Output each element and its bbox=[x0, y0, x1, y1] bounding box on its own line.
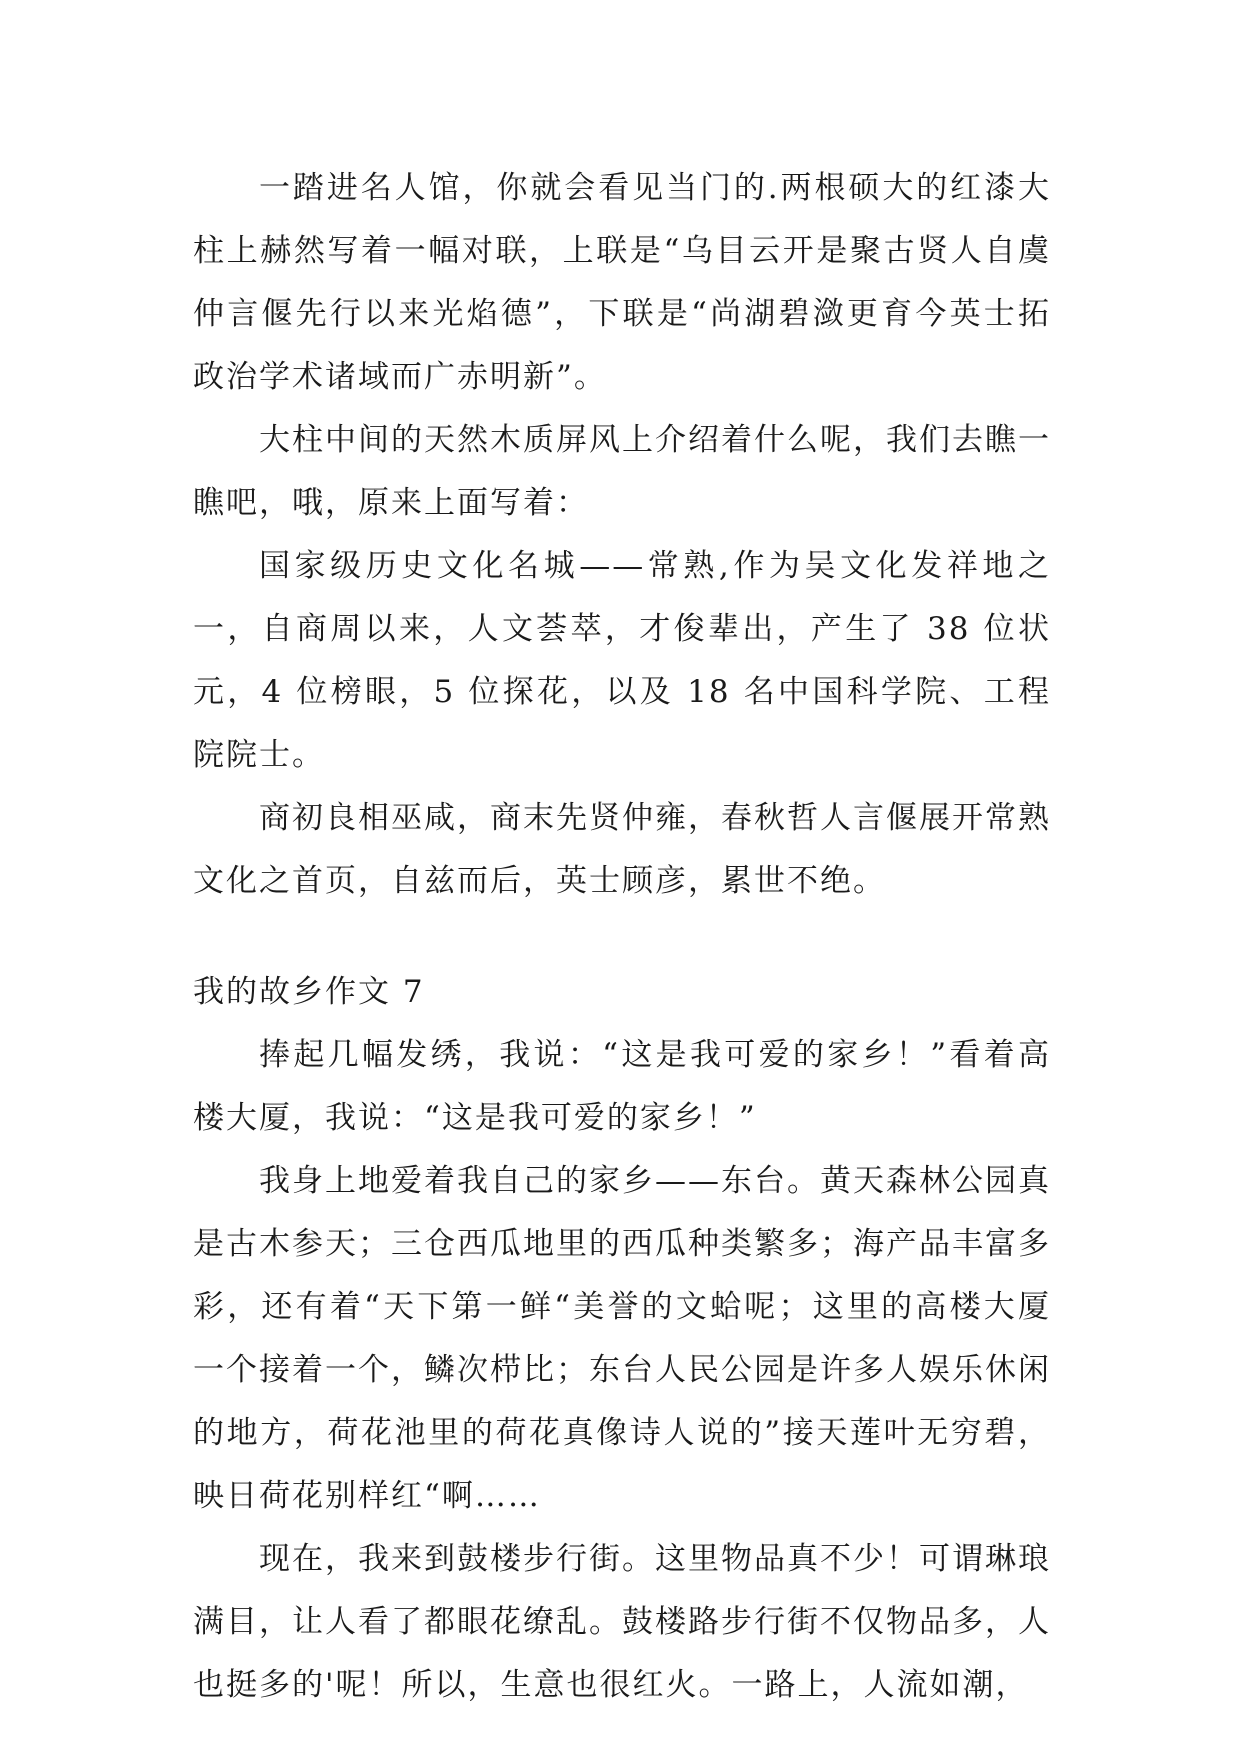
paragraph-gulou-street: 现在，我来到鼓楼步行街。这里物品真不少！可谓琳琅满目，让人看了都眼花缭乱。鼓楼路步行街不仅物品多，人也挺多的'呢！所以，生意也很红火。一路上，人流如潮， bbox=[193, 1541, 1051, 1703]
document-body bbox=[193, 157, 1051, 1717]
essay-title: 我的故乡作文 7 bbox=[193, 974, 425, 1010]
paragraph-hometown-dongtai: 我身上地爱着我自己的家乡——东台。黄天森林公园真是古木参天；三仓西瓜地里的西瓜种类繁多；海产品丰富多彩，还有着“天下第一鲜“美誉的文蛤呢；这里的高楼大厦一个接着一个，鳞次栉比；东台人民公园是许多人娱乐休闲的地方，荷花池里的荷花真像诗人说的”接天莲叶无穷碧，映日荷花别样红“啊…… bbox=[193, 1163, 1051, 1514]
paragraph-notable-people: 商初良相巫咸，商末先贤仲雍，春秋哲人言偃展开常熟文化之首页，自兹而后，英士顾彦，累世不绝。 bbox=[193, 800, 1051, 899]
paragraph-screen-intro: 大柱中间的天然木质屏风上介绍着什么呢，我们去瞧一瞧吧，哦，原来上面写着： bbox=[193, 422, 1051, 521]
paragraph-couplet-intro: 一踏进名人馆，你就会看见当门的.两根硕大的红漆大柱上赫然写着一幅对联，上联是“乌目云开是聚古贤人自虞仲言偃先行以来光焰德”，下联是“尚湖碧潋更育今英士拓政治学术诸域而广赤明新”。 bbox=[193, 170, 1051, 395]
paragraph-city-history: 国家级历史文化名城——常熟,作为吴文化发祥地之一，自商周以来，人文荟萃，才俊辈出，产生了 38 位状元，4 位榜眼，5 位探花，以及 18 名中国科学院、工程院院士。 bbox=[193, 548, 1051, 773]
paragraph-hometown-opening: 捧起几幅发绣，我说：“这是我可爱的家乡！”看着高楼大厦，我说：“这是我可爱的家乡！” bbox=[193, 1037, 1051, 1136]
